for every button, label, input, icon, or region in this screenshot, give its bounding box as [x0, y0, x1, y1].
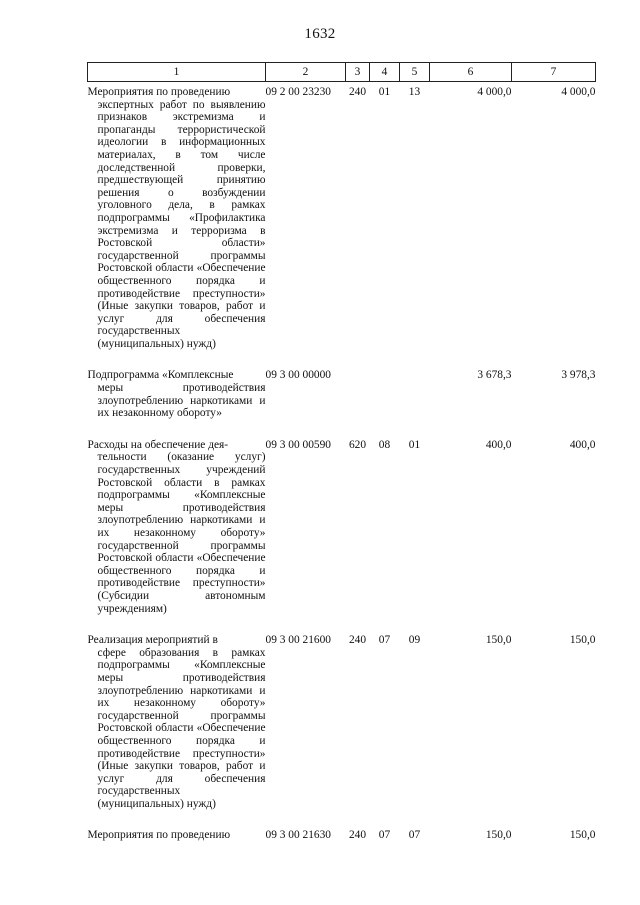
column-header: 5: [400, 63, 430, 82]
budget-table: [87, 62, 596, 842]
row-spacer: [88, 810, 596, 827]
row-description: [88, 437, 266, 615]
column-header: 2: [266, 63, 346, 82]
row-code: 09 3 00 00000: [265, 369, 331, 382]
row-description: [88, 82, 266, 351]
table-row: [88, 437, 596, 615]
table-row: [88, 827, 596, 842]
column-header: 3: [346, 63, 370, 82]
description-lead: Мероприятия по проведению: [87, 86, 231, 98]
row-sum-1: 400,0: [485, 438, 512, 451]
row-pr: 01: [408, 438, 421, 451]
row-code: 09 3 00 21600: [265, 634, 331, 647]
description-lead: Реализация мероприятий в: [87, 634, 218, 647]
table-header-row: [88, 63, 596, 82]
row-pr: [400, 367, 430, 419]
row-vr: 240: [348, 829, 367, 842]
row-vr: 620: [348, 438, 367, 451]
row-code: 09 3 00 21630: [265, 829, 331, 842]
row-rz: 01: [378, 86, 391, 98]
description-rest: тельности (оказание услуг) государственных учреждений Ростовской области в рамках подпрограммы «Комплексные меры противодействия злоупотреблению наркотиками и их незаконному обороту» государственной программы Ростовской области «Обеспечение общественного порядка и противодействие преступности» (Субсидии автономным учреждениям): [97, 451, 266, 615]
row-sum-1: 4 000,0: [477, 86, 512, 98]
row-sum-2: 150,0: [569, 634, 596, 647]
row-sum-2: 3 978,3: [561, 369, 596, 382]
row-sum-2: 400,0: [569, 438, 596, 451]
row-vr: 240: [348, 86, 367, 98]
column-header: 1: [88, 63, 266, 82]
row-spacer: [88, 615, 596, 632]
column-header: 4: [370, 63, 400, 82]
column-header: 6: [430, 63, 512, 82]
page-number: 1632: [304, 26, 336, 42]
row-description: [88, 367, 266, 419]
table-row: [88, 632, 596, 810]
description-lead: Расходы на обеспечение дея-: [87, 438, 229, 451]
description-rest: экспертных работ по выявлению признаков экстремизма и пропаганды террористической идеологии в информационных материалах, в том числе доследственной проверки, предшествующей принятию решения о возбуждении уголовного дела, в рамках подпрограммы «Профилактика экстремизма и терроризма в Ростовской области» государственной программы Ростовской области «Обеспечение общественного порядка и противодействие преступности» (Иные закупки товаров, работ и услуг для обеспечения государственных (муниципальных) нужд): [97, 98, 266, 350]
description-lead: Подпрограмма «Комплексные: [87, 369, 234, 382]
row-sum-1: 150,0: [485, 829, 512, 842]
row-rz: 08: [378, 438, 391, 451]
row-sum-2: 4 000,0: [561, 86, 596, 98]
row-code: 09 2 00 23230: [265, 86, 331, 98]
row-sum-1: 3 678,3: [477, 369, 512, 382]
description-rest: сфере образования в рамках подпрограммы «Комплексные меры противодействия злоупотреблению наркотиками и их незаконному обороту» государственной программы Ростовской области «Обеспечение общественного порядка и противодействие преступности» (Иные закупки товаров, работ и услуг для обеспечения государственных (муниципальных) нужд): [97, 646, 266, 810]
row-pr: 07: [408, 829, 421, 842]
row-vr: 240: [348, 634, 367, 647]
row-vr: [346, 367, 370, 419]
row-pr: 09: [408, 634, 421, 647]
row-sum-2: 150,0: [569, 829, 596, 842]
table-row: [88, 367, 596, 419]
column-header: 7: [512, 63, 596, 82]
row-rz: [370, 367, 400, 419]
row-sum-1: 150,0: [485, 634, 512, 647]
row-rz: 07: [378, 634, 391, 647]
row-description: [88, 632, 266, 810]
table-row: [88, 82, 596, 351]
row-spacer: [88, 420, 596, 437]
row-rz: 07: [378, 829, 391, 842]
row-pr: 13: [408, 86, 421, 98]
row-description: [88, 827, 266, 842]
row-spacer: [88, 350, 596, 367]
description-rest: меры противодействия злоупотреблению наркотиками и их незаконному обороту»: [97, 382, 266, 420]
row-code: 09 3 00 00590: [265, 438, 331, 451]
description-lead: Мероприятия по проведению: [87, 829, 231, 842]
